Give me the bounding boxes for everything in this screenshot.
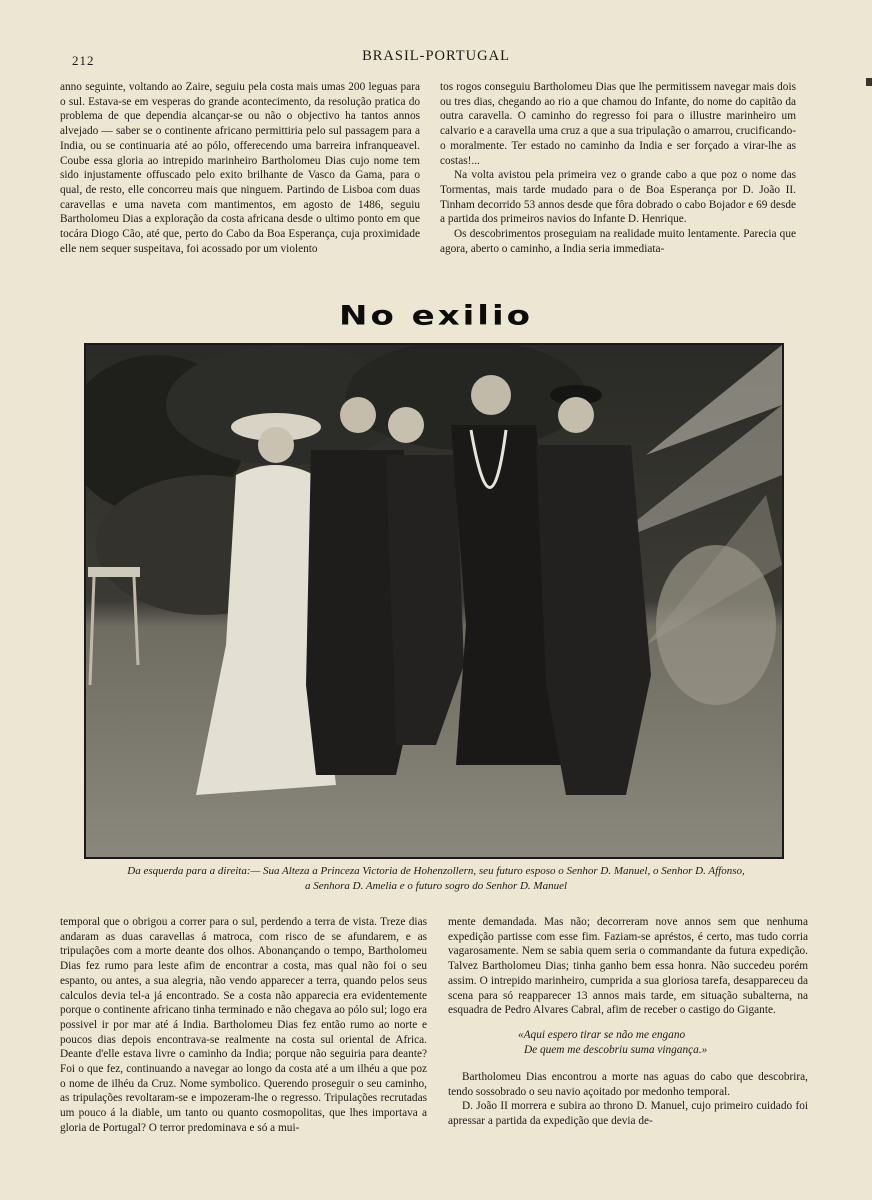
page-number: 212 xyxy=(72,53,95,68)
running-title: BRASIL-PORTUGAL xyxy=(362,48,510,64)
verse-line: «Aqui espero tirar se não me engano xyxy=(518,1028,686,1041)
article-headline: No exilio xyxy=(339,300,533,332)
paragraph: D. João II morrera e subira ao throno D. Manuel, cujo primeiro cuidado foi apressar a partida da expedição que devia de- xyxy=(448,1100,808,1128)
paragraph: mente demandada. Mas não; decorreram nove annos sem que nenhuma expedição partisse com esse fim. Faziam-se apréstos, é certo, mas tudo corria vagarosamente. Nem se sabia quem seria o commandante da futura expedição. Talvez Bartholomeu Dias; tinha ganho bem essa honra. Não succedeu porém assim. O intrepido marinheiro, cumprida a sua gloriosa tarefa, desappareceu da scena para só reapparecer 13 annos mais tarde, em situação subalterna, na esquadra de Pedro Alvares Cabral, afim de receber o castigo do Gigante. xyxy=(448,916,808,1017)
margin-mark xyxy=(866,78,872,86)
verse-line: De quem me descobriu suma vingança.» xyxy=(524,1043,708,1056)
photograph-image xyxy=(86,345,782,857)
top-right-column xyxy=(440,80,796,256)
caption-line: Da esquerda para a direita:— Sua Alteza a Princeza Victoria de Hohenzollern, seu futuro esposo o Senhor D. Manuel, o Senhor D. Affonso, xyxy=(127,865,745,877)
paragraph: tos rogos conseguiu Bartholomeu Dias que lhe permitissem navegar mais dois ou tres dias, chegando ao rio a que chamou do Infante, do nome do capitão da outra caravella. O caminho do regresso foi para o illustre marinheiro um calvario e a caravella uma cruz a que a sua tripulação o amarrou, crucificando-o moralmente. Ter estado no caminho da India e ser forçado a virar-lhe as costas!... xyxy=(440,81,796,167)
bottom-left-column xyxy=(60,915,427,1136)
group-photograph xyxy=(84,343,784,859)
caption-line: a Senhora D. Amelia e o futuro sogro do Senhor D. Manuel xyxy=(304,880,568,892)
paragraph: Bartholomeu Dias encontrou a morte nas aguas do cabo que descobrira, tendo sossobrado o seu navio açoitado por medonho temporal. xyxy=(448,1070,808,1098)
bottom-right-column xyxy=(448,915,808,1129)
verse-quote xyxy=(518,1028,808,1058)
photo-caption xyxy=(60,864,812,894)
paragraph: Na volta avistou pela primeira vez o grande cabo a que poz o nome das Tormentas, mais tarde mudado para o de Boa Esperança por D. João II. Tinham decorrido 53 annos desde que fôra dobrado o cabo Bojador e 69 desde a partida dos primeiros navios do Infante D. Henrique. xyxy=(440,169,796,226)
paragraph: Os descobrimentos proseguiam na realidade muito lentamente. Parecia que agora, aberto o caminho, a India seria immediata- xyxy=(440,228,796,255)
top-left-column xyxy=(60,80,420,256)
paragraph: temporal que o obrigou a correr para o sul, perdendo a terra de vista. Treze dias andaram as duas caravellas á matroca, com risco de se afundarem, e as tripulações com a morte deante dos olhos. Abonançando o tempo, Bartholomeu Dias fez rumo para leste afim de encontrar a costa, mas qual não foi o seu espanto, ou antes, a sua alegria, não vendo apparecer a terra, quando pelos seus calculos devia tel-a já encontrado. Se a costa não apparecia era evidentemente porque o continente africano tinha terminado e não chegava ao pólo sul; logo era possivel ir por mar até á India. Bartholomeu Dias fez então rumo ao norte e poucos dias depois encontrava-se realmente na costa sul oriental de Africa. Deante d'elle estava livre o caminho da India; porque não seguiria para deante? Foi o que fez, continuando a navegar ao longo da costa até a um ilhéu a que poz o nome de ilhéu da Cruz. Nome symbolico. Querendo proseguir o seu caminho, as tripulações revoltaram-se e impozeram-lhe o regresso. Tripulações recrutadas um pouco á la diable, um tanto ou quanto cosmopolitas, que lhes importava a gloria de Portugal? O terror predominava e só a mui- xyxy=(60,916,427,1134)
paragraph: anno seguinte, voltando ao Zaire, seguiu pela costa mais umas 200 leguas para o sul. Estava-se em vesperas do grande acontecimento, da resolução pratica do problema de que dependia alcançar-se ou não o objectivo ha tantos annos alvejado — saber se o continente africano permittiria pelo sul passagem para a India, ou se continuaria até ao pólo, offerecendo uma barreira infranqueavel. Coube essa gloria ao intrepido marinheiro Bartholomeu Dias cujo nome tem sido injustamente offuscado pelo exito brilhante de Vasco da Gama, para o qual, de resto, elle concorreu mais que ninguem. Partindo de Lisboa com duas caravellas e uma naveta com mantimentos, em agosto de 1486, seguiu Bartholomeu Dias a exploração da costa africana desde o ultimo ponto em que tocára Diogo Cão, até que, perto do Cabo da Boa Esperança, cuja proximidade elle nem sequer suspeitava, foi acossado por um violento xyxy=(60,81,420,255)
